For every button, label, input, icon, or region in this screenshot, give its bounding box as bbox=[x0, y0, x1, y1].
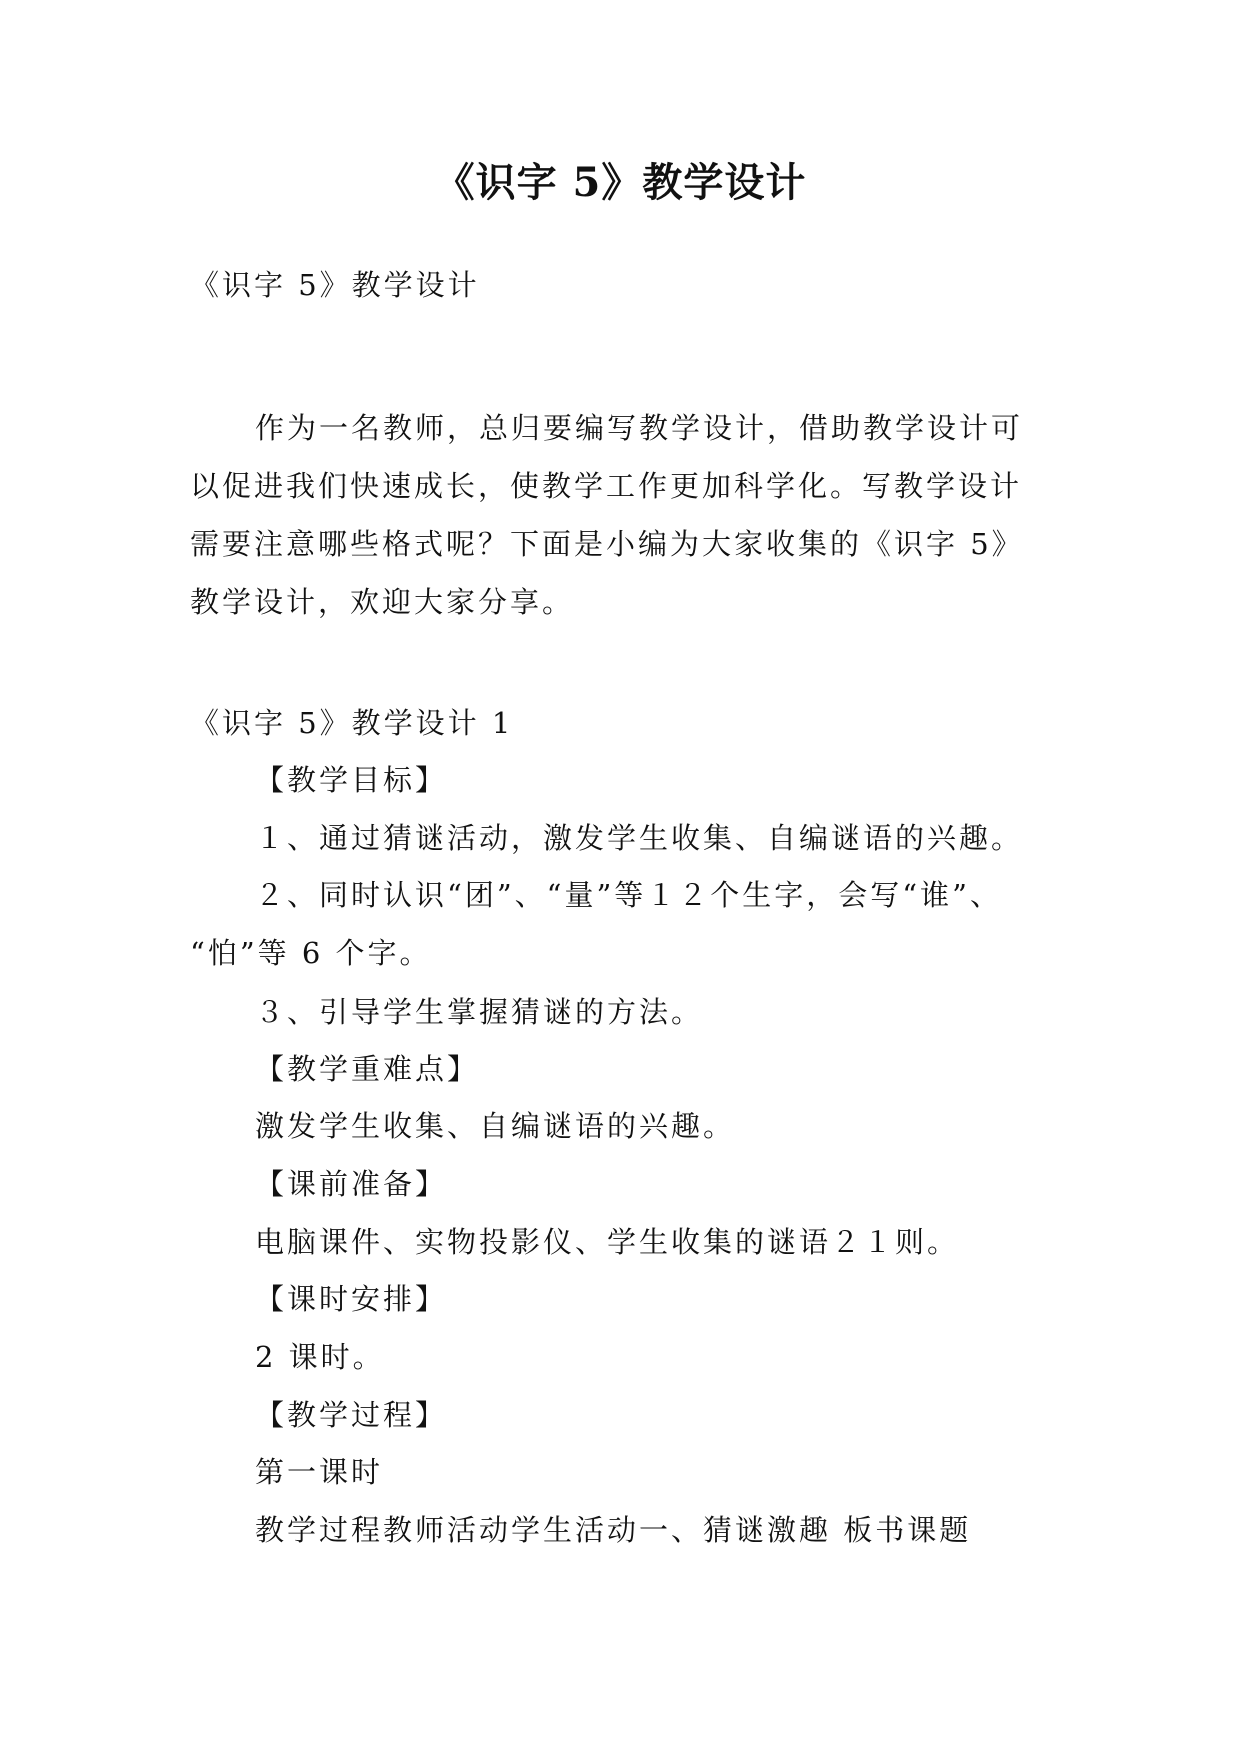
body-line: 【课前准备】 bbox=[255, 1167, 448, 1201]
body-line: 教学过程教师活动学生活动一、猜谜激趣 板书课题 bbox=[255, 1513, 972, 1547]
document-subtitle: 《识字 5》教学设计 bbox=[190, 268, 480, 302]
body-line: 2 课时。 bbox=[255, 1340, 385, 1374]
body-line: 第一课时 bbox=[255, 1455, 384, 1489]
body-line: 【教学目标】 bbox=[255, 763, 448, 797]
document-title: 《识字 5》教学设计 bbox=[434, 159, 807, 206]
body-line: 【教学过程】 bbox=[255, 1398, 448, 1432]
intro-line: 教学设计，欢迎大家分享。 bbox=[190, 585, 575, 619]
body-line: ３、引导学生掌握猜谜的方法。 bbox=[255, 995, 704, 1029]
body-line: 【课时安排】 bbox=[255, 1282, 448, 1316]
body-line: 电脑课件、实物投影仪、学生收集的谜语２１则。 bbox=[255, 1225, 960, 1259]
section-heading: 《识字 5》教学设计 1 bbox=[190, 706, 514, 740]
intro-line: 以促进我们快速成长，使教学工作更加科学化。写教学设计 bbox=[190, 469, 1023, 503]
body-line: “怕”等 6 个字。 bbox=[190, 936, 432, 970]
intro-line: 需要注意哪些格式呢？下面是小编为大家收集的《识字 5》 bbox=[190, 527, 1024, 561]
body-line: 【教学重难点】 bbox=[255, 1052, 480, 1086]
intro-line: 作为一名教师，总归要编写教学设计，借助教学设计可 bbox=[255, 411, 1024, 445]
body-line: １、通过猜谜活动，激发学生收集、自编谜语的兴趣。 bbox=[255, 821, 1024, 855]
body-line: ２、同时认识“团”、“量”等１２个生字，会写“谁”、 bbox=[255, 878, 1002, 912]
body-line: 激发学生收集、自编谜语的兴趣。 bbox=[255, 1109, 736, 1143]
